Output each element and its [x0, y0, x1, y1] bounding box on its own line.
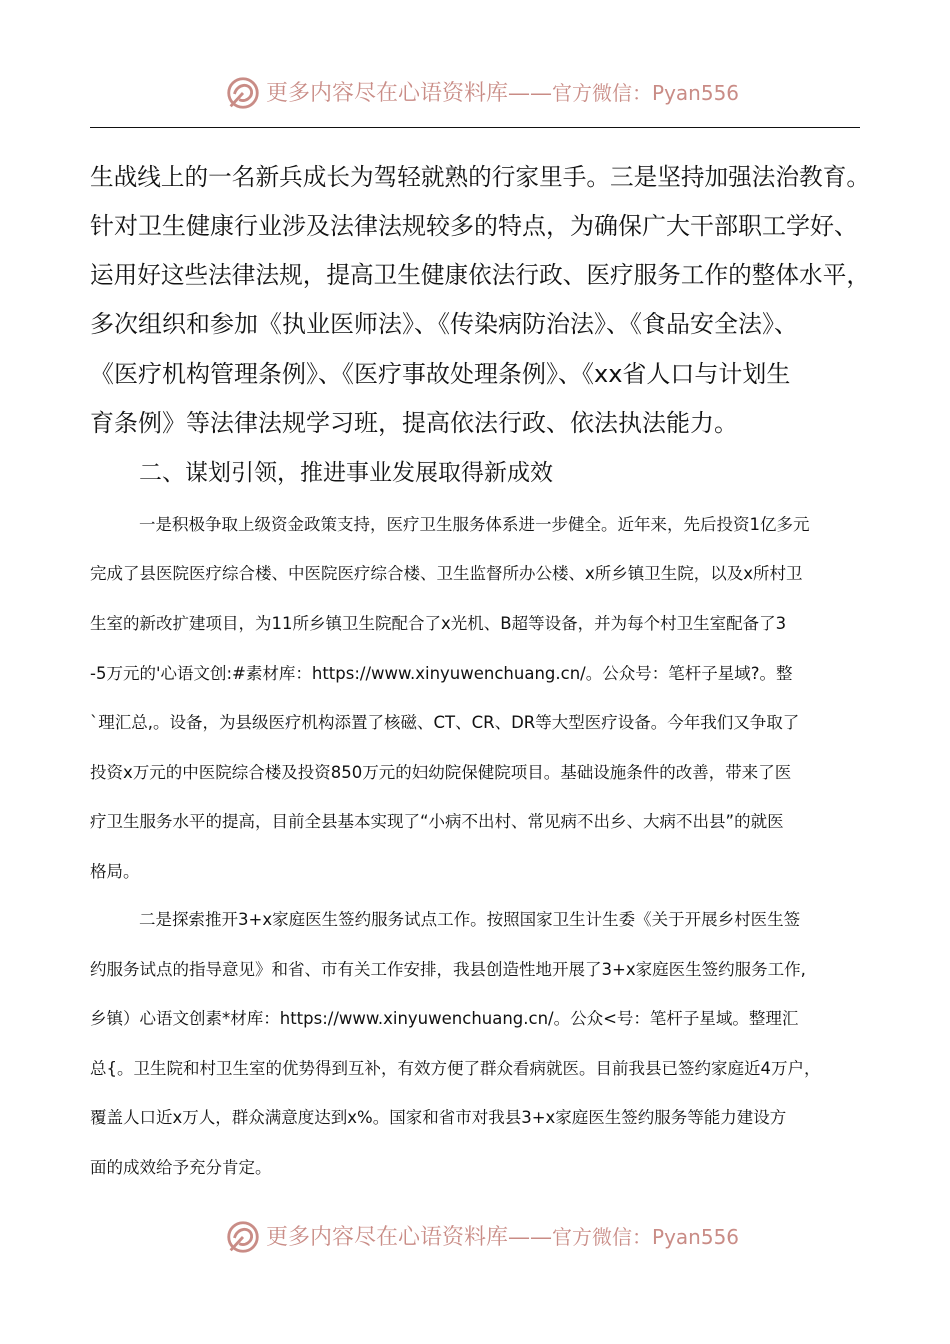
text-line: 格局。 [90, 862, 140, 881]
text-line: 《医疗机构管理条例》、《医疗事故处理条例》、《xx省人口与计划生 [90, 360, 791, 388]
footer-wechat-text: 官方微信：Pyan556 [552, 1225, 740, 1249]
text-line: 乡镇）心语文创素*材库：https://www.xinyuwenchuang.cn/。公众<号：笔杆子星域。整理汇 [90, 1009, 799, 1028]
text-line: 覆盖人口近x万人，群众满意度达到x%。国家和省市对我县3+x家庭医生签约服务等能力建设方 [90, 1108, 787, 1127]
text-line: 生室的新改扩建项目，为11所乡镇卫生院配合了x光机、B超等设备，并为每个村卫生室配备了3 [90, 614, 787, 633]
text-line: 育条例》等法律法规学习班，提高依法行政、依法执法能力。 [90, 409, 738, 437]
brand-logo-icon [224, 1218, 262, 1256]
text-line: 总{。卫生院和村卫生室的优势得到互补，有效方便了群众看病就医。目前我县已签约家庭近4万户， [90, 1059, 821, 1078]
header-watermark [0, 70, 950, 120]
header-wechat-text: 官方微信：Pyan556 [552, 81, 740, 105]
text-line: 针对卫生健康行业涉及法律法规较多的特点，为确保广大干部职工学好、 [90, 212, 858, 240]
text-line: 运用好这些法律法规，提高卫生健康依法行政、医疗服务工作的整体水平， [90, 261, 870, 289]
section-heading: 二、谋划引领，推进事业发展取得新成效 [139, 460, 553, 486]
footer-watermark [0, 1214, 950, 1264]
text-line: 完成了县医院医疗综合楼、中医院医疗综合楼、卫生监督所办公楼、x所乡镇卫生院，以及x所村卫 [90, 564, 803, 583]
text-line: 生战线上的一名新兵成长为驾轻就熟的行家里手。三是坚持加强法治教育。 [90, 163, 870, 191]
text-line: 多次组织和参加《执业医师法》、《传染病防治法》、《食品安全法》、 [90, 310, 798, 338]
header-site-text: 更多内容尽在心语资料库 [266, 81, 509, 106]
footer-dash: —— [508, 1225, 553, 1250]
text-line: -5万元的'心语文创:#素材库：https://www.xinyuwenchuang.cn/。公众号：笔杆子星域?。整 [90, 664, 793, 683]
text-line: 一是积极争取上级资金政策支持，医疗卫生服务体系进一步健全。近年来，先后投资1亿多元 [139, 515, 810, 534]
text-line: 二是探索推开3+x家庭医生签约服务试点工作。按照国家卫生计生委《关于开展乡村医生签 [139, 910, 801, 929]
footer-site-text: 更多内容尽在心语资料库 [266, 1225, 509, 1250]
header-dash: —— [508, 81, 553, 106]
text-line: 疗卫生服务水平的提高，目前全县基本实现了“小病不出村、常见病不出乡、大病不出县”的就医 [90, 812, 784, 831]
text-line: 投资x万元的中医院综合楼及投资850万元的妇幼院保健院项目。基础设施条件的改善，带来了医 [90, 763, 792, 782]
text-line: 约服务试点的指导意见》和省、市有关工作安排，我县创造性地开展了3+x家庭医生签约服务工作, [90, 960, 806, 979]
header-divider [90, 127, 860, 128]
brand-logo-icon [224, 74, 262, 112]
text-line: 面的成效给予充分肯定。 [90, 1158, 272, 1177]
text-line: `理汇总,。设备，为县级医疗机构添置了核磁、CT、CR、DR等大型医疗设备。今年我们又争取了 [90, 713, 800, 732]
